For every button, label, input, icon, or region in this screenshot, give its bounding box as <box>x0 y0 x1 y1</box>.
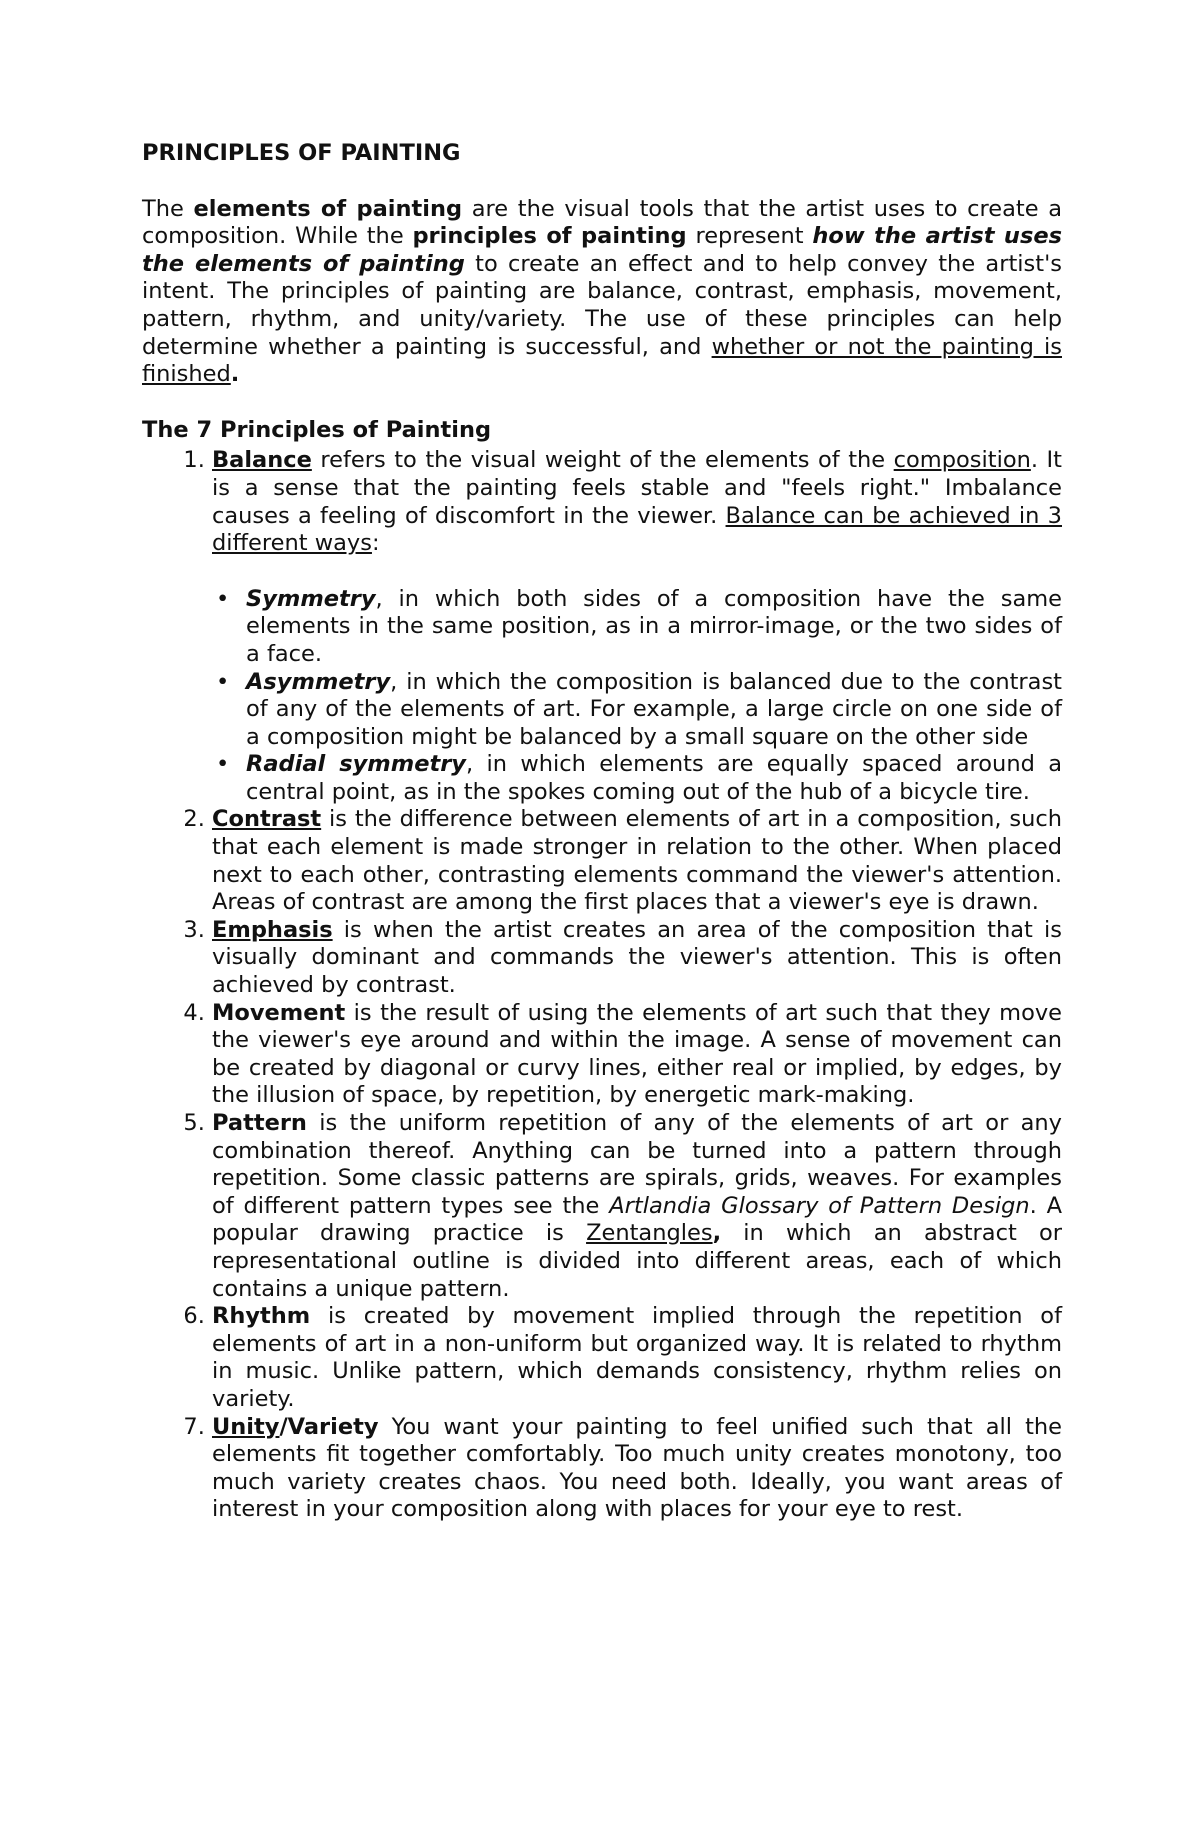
principles-list <box>142 447 1062 1524</box>
rhythm-term: Rhythm <box>212 1303 311 1330</box>
radial-symmetry-text: , in which elements are equally spaced around a central point, as in the spokes coming out of the hub of a bicycle tire. <box>246 751 1062 805</box>
intro-period: . <box>230 361 240 388</box>
document-page <box>142 140 1062 1524</box>
principle-pattern <box>212 1110 1062 1303</box>
list-item <box>216 668 1062 752</box>
finished-link[interactable]: whether or not the painting is finished <box>142 333 1062 388</box>
symmetry-text: , in which both sides of a composition have the same elements in the same position, as in a mirror-image, or the two sides of a face. <box>246 585 1062 667</box>
pattern-comma: , <box>712 1220 722 1247</box>
page-title: PRINCIPLES OF PAINTING <box>142 140 461 166</box>
balance-types-list <box>142 586 1062 807</box>
unity-slash: / <box>279 1413 288 1440</box>
balance-link[interactable]: Balance <box>212 447 312 474</box>
principles-term: principles of painting <box>412 223 687 250</box>
pattern-text: in which an abstract or representational outline is divided into different areas, each of which contains a unique pattern. <box>212 1220 1062 1302</box>
asymmetry-term: Asymmetry <box>246 668 391 695</box>
pattern-term: Pattern <box>212 1110 307 1136</box>
glossary-title: Artlandia Glossary of Pattern Design <box>609 1192 1030 1219</box>
contrast-text: is the difference between elements of art in a composition, such that each element is made stronger in relation to the other. When placed next to each other, contrasting elements command the viewer's attention. Areas of contrast are among the first places that a viewer's eye is drawn. <box>212 806 1062 916</box>
unity-link[interactable]: Unity <box>212 1413 280 1440</box>
bullet-icon: • <box>216 668 230 695</box>
asymmetry-text: , in which the composition is balanced due to the contrast of any of the elements of art. For example, a large circle on one side of a composition might be balanced by a small square on the other side <box>246 668 1062 750</box>
symmetry-term: Symmetry <box>246 585 376 612</box>
contrast-link[interactable]: Contrast <box>212 806 322 833</box>
balance-text: . It is a sense that the painting feels stable and "feels right." Imbalance causes a feeling of discomfort in the viewer. <box>212 447 1062 529</box>
composition-link[interactable]: composition <box>893 447 1031 474</box>
movement-text: is the result of using the elements of art such that they move the viewer's eye around and within the image. A sense of movement can be created by diagonal or curvy lines, either real or implied, by edges, by the illusion of space, by repetition, by energetic mark-making. <box>212 999 1062 1109</box>
principle-rhythm <box>212 1303 1062 1413</box>
rhythm-text: is created by movement implied through the repetition of elements of art in a non-uniform but organized way. It is related to rhythm in music. Unlike pattern, which demands consistency, rhythm relies on variety. <box>212 1303 1062 1412</box>
elements-term: elements of painting <box>193 195 463 222</box>
emphasis-link[interactable]: Emphasis <box>212 916 333 943</box>
principle-movement <box>212 1000 1062 1110</box>
principle-unity-variety <box>212 1414 1062 1524</box>
principle-contrast <box>212 806 1062 916</box>
intro-paragraph <box>142 196 1062 389</box>
bullet-icon: • <box>216 585 230 612</box>
intro-emphasis: how the artist uses the elements of painting <box>142 223 1062 277</box>
pattern-text: . A popular drawing practice is <box>212 1192 1063 1247</box>
intro-text: represent <box>686 223 813 250</box>
principle-balance <box>212 447 1062 806</box>
movement-term: Movement <box>212 999 346 1026</box>
intro-text: are the visual tools that the artist uses to create a composition. While the <box>142 195 1062 250</box>
intro-text: to create an effect and to help convey the artist's intent. The principles of painting are balance, contrast, emphasis, movement, pattern, rhythm, and unity/variety. The use of these principles can help determine whether a painting is successful, and <box>142 250 1062 360</box>
balance-text: refers to the visual weight of the elements of the <box>311 447 894 474</box>
principle-emphasis <box>212 917 1062 1000</box>
list-item <box>216 585 1062 669</box>
list-item <box>216 751 1062 806</box>
intro-text: The <box>142 195 194 222</box>
zentangles-link[interactable]: Zentangles <box>586 1220 713 1247</box>
pattern-text: is the uniform repetition of any of the elements of art or any combination thereof. Anything can be turned into a pattern through repetition. Some classic patterns are spirals, grids, weaves. For examples of different pattern types see the <box>212 1110 1062 1219</box>
principles-subheading: The 7 Principles of Painting <box>142 416 492 443</box>
variety-term: Variety <box>287 1413 379 1440</box>
balance-ways-link[interactable]: Balance can be achieved in 3 different ways <box>212 502 1062 557</box>
balance-text: : <box>371 530 380 557</box>
unity-text: You want your painting to feel unified such that all the elements fit together comfortably. Too much unity creates monotony, too much variety creates chaos. You need both. Ideally, you want areas of interest in your composition along with places for your eye to rest. <box>212 1413 1062 1523</box>
bullet-icon: • <box>216 751 230 778</box>
emphasis-text: is when the artist creates an area of the composition that is visually dominant and commands the viewer's attention. This is often achieved by contrast. <box>212 916 1062 999</box>
radial-symmetry-term: Radial symmetry <box>246 751 466 778</box>
